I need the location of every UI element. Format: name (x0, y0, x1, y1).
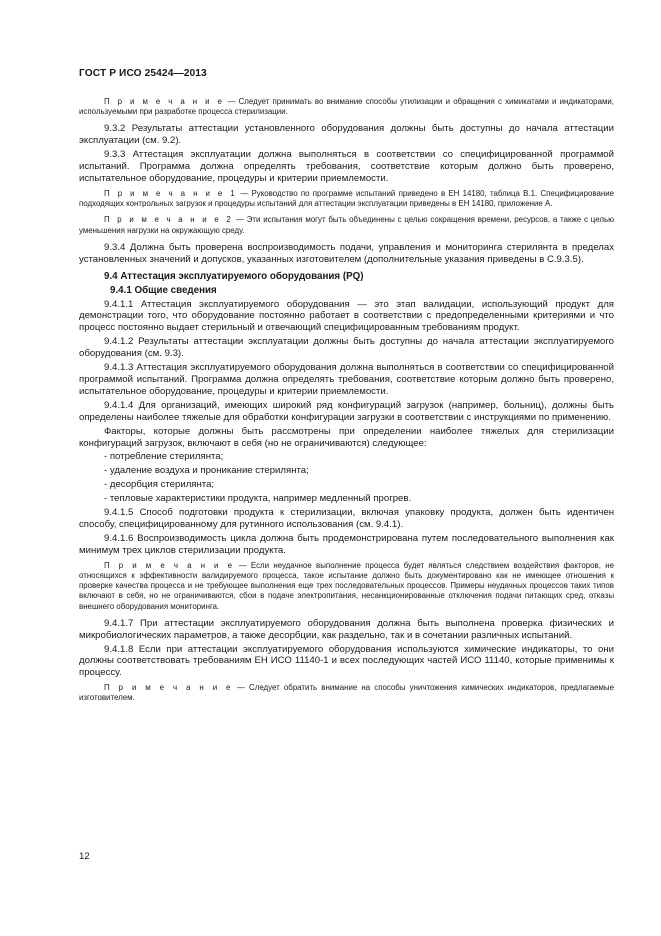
note-label: П р и м е ч а н и е 1 (104, 188, 238, 198)
note-text: — Если неудачное выполнение процесса будет являться следствием воздействия факторов, не относящихся к эффективности валидируемого процесса, такое испытание должно быть документировано как не имеющее отношения к проверке качества процесса и не требующее выполнения еще трех последовательных процессов. Примеры неудачных процессов таких типов включают в себя, но не ограничиваются, сбои в подаче электропитания, несанкционированные отключения подачи питающих сред, отказы внешнего оборудования мониторинга. (79, 560, 614, 611)
subsection-heading-9-4-1: 9.4.1 Общие сведения (110, 284, 217, 296)
note-paragraph (79, 189, 614, 209)
clause-9-4-1-8: 9.4.1.8 Если при аттестации эксплуатируемого оборудования используются химические индикаторы, то они должны соответствовать требованиям ЕН ИСО 11140-1 и всех последующих частей ИСО 11140, которые применимы к процессу. (79, 643, 614, 679)
clause-9-4-1-1: 9.4.1.1 Аттестация эксплуатируемого оборудования — это этап валидации, использующий продукт для демонстрации того, что оборудование постоянно работает в соответствии с предопределенными критериями и что процесс постоянно выдает стерильный и отвечающий специфицированным требованиям продукт. (79, 298, 614, 334)
note-text: — Эти испытания могут быть объединены с целью сокращения времени, ресурсов, а также с целью уменьшения нагрузки на окружающую среду. (79, 215, 614, 235)
note-text: — Руководство по программе испытаний приведено в ЕН 14180, таблица В.1. Специфицирование подходящих контрольных загрузок и процедуры испытаний для аттестации эксплуатации приведены в ЕН 14180, приложение А. (79, 188, 614, 209)
clause-9-4-1-3: 9.4.1.3 Аттестация эксплуатируемого оборудования должна выполняться в соответствии со специфицированной программой испытаний. Программа должна определять требования, соответствие которым должно быть проверено, испытательное оборудование, процедуры и критерии приемлемости. (79, 362, 614, 397)
document-header: ГОСТ Р ИСО 25424—2013 (79, 68, 207, 79)
clause-9-3-4: 9.3.4 Должна быть проверена воспроизводимость подачи, управления и мониторинга стерилянта в пределах установленных значений и допусков, указанных изготовителем (дополнительные указания приведены в С.9.3.5). (79, 241, 614, 265)
clause-9-4-1-2: 9.4.1.2 Результаты аттестации эксплуатации должны быть доступны до начала аттестации эксплуатируемого оборудования (см. 9.3). (79, 336, 614, 360)
list-item: - десорбция стерилянта; (104, 479, 215, 491)
note-paragraph (79, 561, 614, 612)
note-paragraph (79, 683, 614, 703)
clause-9-3-3: 9.3.3 Аттестация эксплуатации должна выполняться в соответствии со специфицированной программой испытаний. Программа должна определять требования, соответствие которым должно быть проверено, испытательное оборудование, процедуры и критерии приемлемости. (79, 149, 614, 185)
section-heading-9-4: 9.4 Аттестация эксплуатируемого оборудования (PQ) (104, 270, 364, 282)
clause-9-4-1-5: 9.4.1.5 Способ подготовки продукта к стерилизации, включая упаковку продукта, должен быть идентичен способу, специфицированному для рутинного использования (см. 9.4.1). (79, 507, 614, 530)
note-label: П р и м е ч а н и е (104, 683, 233, 693)
factors-intro: Факторы, которые должны быть рассмотрены при определении наиболее тяжелых для стерилизации конфигураций загрузок, включают в себя (но не ограничиваются) следующее: (79, 425, 614, 449)
note-label: П р и м е ч а н и е (104, 97, 225, 106)
clause-9-4-1-6: 9.4.1.6 Воспроизводимость цикла должна быть продемонстрирована путем последовательного выполнения как минимум трех циклов стерилизации продукта. (79, 532, 614, 556)
list-item: - тепловые характеристики продукта, например медленный прогрев. (104, 493, 412, 505)
note-text: — Следует принимать во внимание способы утилизации и обращения с химикатами и индикаторами, используемыми при разработке процесса стерилизации. (79, 97, 614, 117)
clause-9-4-1-7: 9.4.1.7 При аттестации эксплуатируемого оборудования должна быть выполнена проверка физических и микробиологических параметров, а также десорбции, как раздельно, так и в сочетании различных испытаний. (79, 617, 614, 641)
note-text: — Следует обратить внимание на способы уничтожения химических индикаторов, предлагаемые изготовителем. (79, 683, 614, 703)
note-paragraph (79, 215, 614, 235)
note-paragraph (79, 97, 614, 117)
list-item: - потребление стерилянта; (104, 451, 224, 463)
clause-9-3-2: 9.3.2 Результаты аттестации установленного оборудования должны быть доступны до начала аттестации эксплуатации (см. 9.2). (79, 123, 614, 147)
clause-9-4-1-4: 9.4.1.4 Для организаций, имеющих широкий ряд конфигураций загрузок (например, больниц), должны быть определены наиболее тяжелые для обработки конфигурации загрузки в соответствии с инструкциями по применению. (79, 399, 614, 423)
note-label: П р и м е ч а н и е (104, 560, 235, 570)
document-body (79, 93, 614, 710)
page-number: 12 (79, 851, 90, 862)
note-label: П р и м е ч а н и е 2 (104, 215, 234, 225)
list-item: - удаление воздуха и проникание стерилянта; (104, 465, 309, 477)
